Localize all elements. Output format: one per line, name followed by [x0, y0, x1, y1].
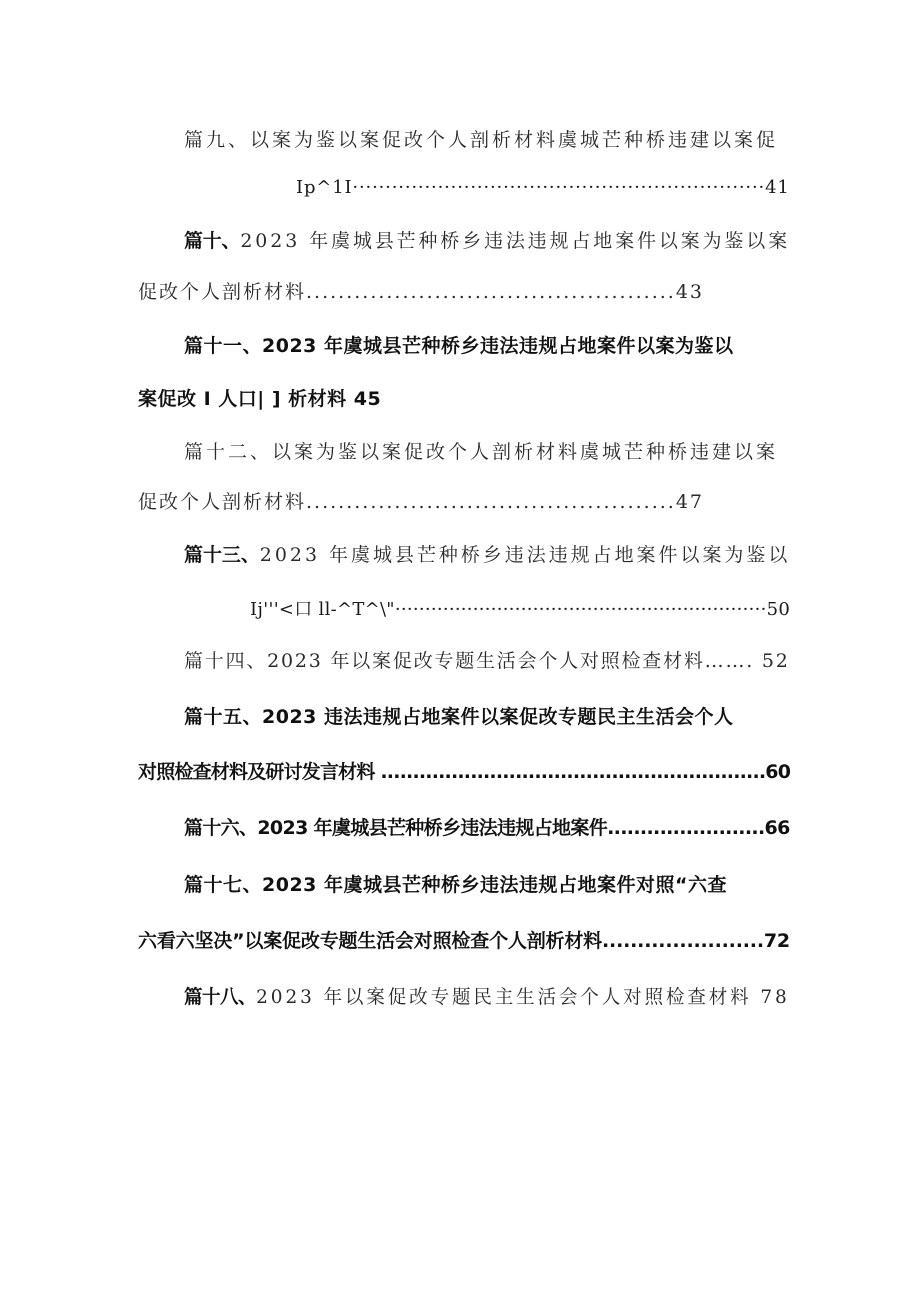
toc-entry-12-title: 篇十二、以案为鉴以案促改个人剖析材料虞城芒种桥违建以案 [184, 441, 779, 463]
toc-entry-11-title: 篇十一、2023 年虞城县芒种桥乡违法违规占地案件以案为鉴以 [184, 335, 734, 357]
toc-entry-9-title: 篇九、以案为鉴以案促改个人剖析材料虞城芒种桥违建以案促 [184, 129, 779, 151]
toc-entry-13-page: Ij'''<口 ll-^T^\"······························································50 [250, 599, 791, 620]
toc-entry-9-page: Ip^1I·······························································41 [296, 177, 790, 198]
toc-entry-13-heading: 篇十三、 [184, 544, 260, 566]
toc-entry-13-title [184, 543, 790, 567]
toc-entry-18-text: 2023 年以案促改专题民主生活会个人对照检查材料 78 [256, 986, 790, 1008]
toc-entry-17-title: 篇十七、2023 年虞城县芒种桥乡违法违规占地案件对照“六查 [184, 874, 727, 896]
toc-entry-18-heading: 篇十八、 [184, 986, 257, 1008]
toc-entry-12-page: 促改个人剖析材料..............................................47 [138, 491, 704, 513]
toc-entry-14: 篇十四、2023 年以案促改专题生活会个人对照检查材料……. 52 [184, 650, 790, 672]
toc-entry-10-text: 2023 年虞城县芒种桥乡违法违规占地案件以案为鉴以案 [240, 230, 791, 252]
toc-entry-13-text: 2023 年虞城县芒种桥乡违法违规占地案件以案为鉴以 [259, 544, 791, 566]
toc-entry-11-page: 案促改 I 人口| ] 析材料 45 [138, 388, 382, 410]
toc-entry-10-title [184, 229, 790, 253]
toc-entry-15-page: 对照检查材料及研讨发言材料 ............................................................60 [138, 761, 791, 783]
toc-entry-17-page: 六看六坚决”以案促改专题生活会对照检查个人剖析材料.......................72 [138, 930, 790, 952]
toc-entry-18 [184, 985, 790, 1009]
toc-entry-10-page: 促改个人剖析材料..............................................43 [138, 281, 704, 303]
toc-entry-16: 篇十六、2023 年虞城县芒种桥乡违法违规占地案件........................66 [184, 817, 790, 839]
toc-entry-10-heading: 篇十、 [184, 230, 241, 252]
toc-entry-15-title: 篇十五、2023 违法违规占地案件以案促改专题民主生活会个人 [184, 706, 734, 728]
